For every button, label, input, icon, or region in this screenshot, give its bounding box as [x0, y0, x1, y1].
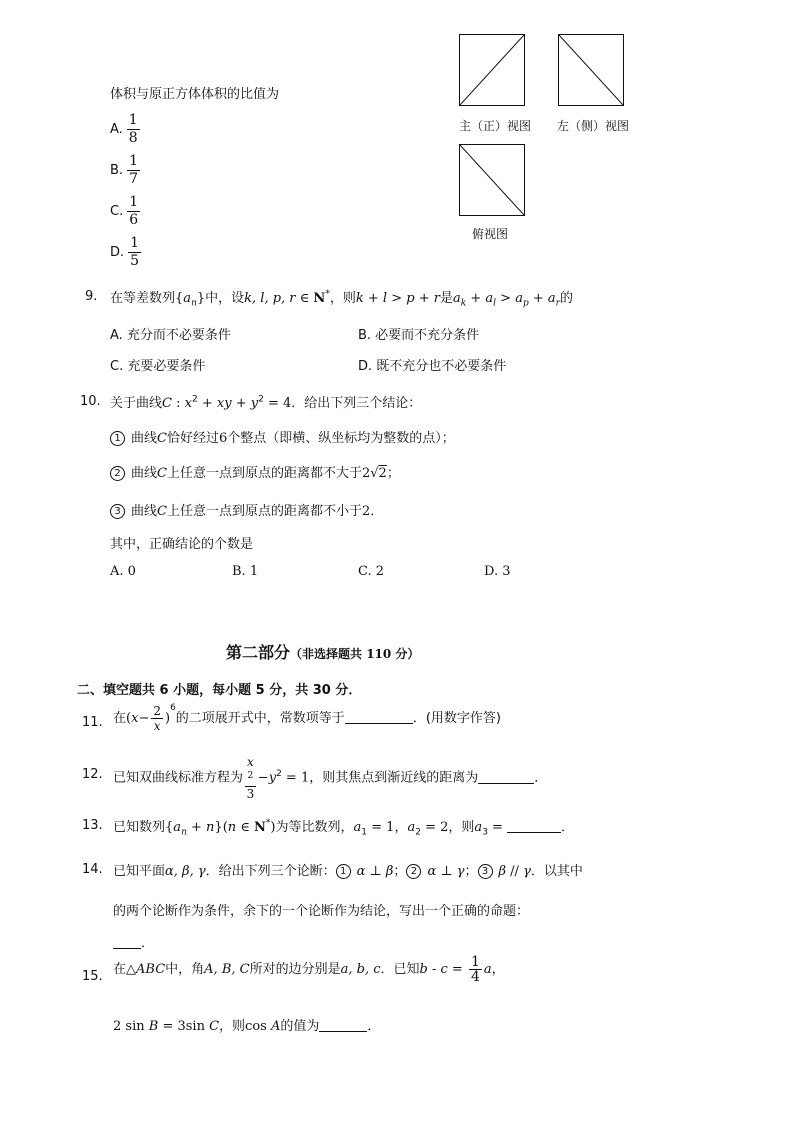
q8-stem-tail: 体积与原正方体体积的比值为 — [110, 87, 280, 102]
q9-number: 9. — [85, 289, 98, 304]
q10-stem: 关于曲线C : $x^2$ + xy + $y^2 = 4$．给出下列三个结论： — [110, 394, 422, 411]
top-view-diagram — [459, 144, 525, 216]
q10-conclusion-1: 1 曲线C恰好经过6个整点（即横、纵坐标均为整数的点）； — [110, 427, 455, 446]
front-view-caption: 主（正）视图 — [459, 119, 532, 133]
side-view-diagram — [558, 34, 624, 106]
top-view-caption: 俯视图 — [472, 227, 509, 241]
front-view-diagram — [459, 34, 525, 106]
q9-stem: 在等差数列$\{a_n\}$中，设k, l, p, r ∈ N*，则k + l > p + r是$a_k + a_l > a_p + a_r$的 — [110, 289, 573, 309]
q10-option-c: C. 2 — [358, 564, 385, 579]
q12-stem: 已知双曲线标准方程为 x $^2$ 3 $-y^2 = 1$，则其焦点到渐近线的距离为 ． — [113, 755, 548, 801]
q12-number: 12. — [82, 767, 103, 782]
q15-line2: 2 sin B = 3sin C，则cos A的值为 ． — [113, 1019, 381, 1034]
q9-option-b: B. 必要而不充分条件 — [358, 328, 480, 343]
side-view-caption: 左（侧）视图 — [557, 119, 630, 133]
q11-stem: 在(x− $\frac{2}{x}$ )$^6$的二项展开式中，常数项等于 ．(用数字作答) — [113, 703, 501, 733]
q14-number: 14. — [82, 862, 103, 877]
q11-number: 11. — [82, 715, 103, 730]
q14-line2: 的两个论断作为条件，余下的一个论断作为结论，写出一个正确的命题： — [113, 904, 530, 919]
q10-conclusion-3: 3 曲线C上任意一点到原点的距离都不小于2． — [110, 500, 383, 519]
q10-option-b: B. 1 — [232, 564, 259, 579]
q15-line1: 在△ABC中，角A, B, C所对的边分别是a, b, c．已知b - c = $\frac{1}{4}$ a， — [113, 954, 505, 985]
q10-option-d: D. 3 — [484, 564, 511, 579]
q14-line1: 已知平面α, β, γ．给出下列三个论断： 1 α ⊥ β； 2 α ⊥ γ； 3 β // γ．以其中 — [113, 864, 583, 879]
q9-option-c: C. 充要必要条件 — [110, 359, 206, 374]
q9-option-a: A. 充分而不必要条件 — [110, 328, 231, 343]
q10-question: 其中，正确结论的个数是 — [110, 537, 254, 552]
q14-line3: ． — [113, 932, 154, 951]
q8-option-c: C. $\frac{1}{6}$ — [110, 194, 139, 228]
q10-option-a: A. 0 — [110, 564, 136, 579]
q8-option-a: A. $\frac{1}{8}$ — [110, 112, 138, 146]
q13-number: 13. — [82, 818, 103, 833]
q10-number: 10. — [80, 394, 101, 409]
q13-stem: 已知数列$\{a_n + n\}(n$ ∈ N*)为等比数列，$a_1 = 1$，$a_2 = 2$，则$a_3$ = ． — [113, 818, 575, 838]
q8-option-d: D. $\frac{1}{5}$ — [110, 235, 140, 269]
q8-option-b: B. $\frac{1}{7}$ — [110, 153, 138, 187]
section-heading: 二、填空题共 6 小题，每小题 5 分，共 30 分． — [77, 683, 362, 698]
q10-conclusion-2: 2 曲线C上任意一点到原点的距离都不大于2√2； — [110, 462, 400, 481]
q15-number: 15. — [82, 969, 103, 984]
part2-title: 第二部分（非选择题共 110 分） — [226, 643, 420, 662]
q9-option-d: D. 既不充分也不必要条件 — [358, 359, 507, 374]
